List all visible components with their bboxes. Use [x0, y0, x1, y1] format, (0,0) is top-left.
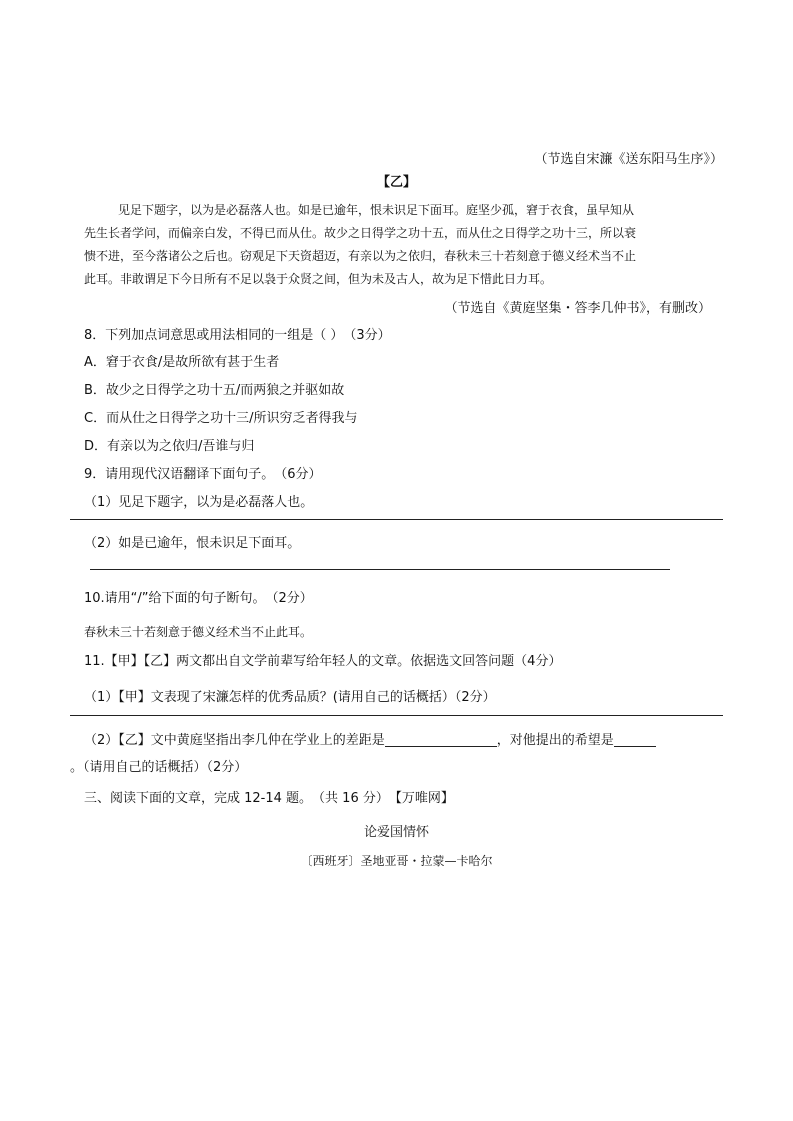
yi-passage-line-3: 愦不进，至今落诸公之后也。窃观足下天资超迈，有亲以为之依归，春秋未三十若刻意于德义经术当不止 [84, 249, 637, 263]
q11-blank-gap[interactable] [385, 732, 497, 747]
q11-sub2-end: 。（请用自己的话概括）（2分） [70, 760, 248, 775]
q8-option-a: A．窘于衣食/是故所欲有甚于生者 [84, 355, 280, 370]
q11-stem: 11.【甲】【乙】两文都出自文学前辈写给年轻人的文章。依据选文回答问题（4分） [84, 654, 562, 669]
q10-stem: 10.请用“/”给下面的句子断句。 （2分） [84, 591, 313, 606]
yi-passage-line-1: 见足下题字，以为是必磊落人也。如是已逾年，恨未识足下面耳。庭坚少孤，窘于衣食，虽早知从 [118, 203, 635, 217]
jia-source: （节选自宋濂《送东阳马生序》） [534, 152, 723, 167]
q9-answer-line-1[interactable] [70, 519, 723, 520]
q11-sub2 [84, 729, 656, 748]
q8-stem: 8．下列加点词意思或用法相同的一组是（ ） （3分） [84, 328, 391, 343]
q8-option-c: C．而从仕之日得学之功十三/所识穷乏者得我与 [84, 411, 358, 426]
yi-passage-line-2: 先生长者学问，而偏亲白发，不得已而从仕。故少之日得学之功十五，而从仕之日得学之功十三，所以衰 [84, 226, 637, 240]
q11-blank-hope[interactable] [614, 732, 656, 747]
q9-sub2: （2）如是已逾年，恨未识足下面耳。 [84, 536, 301, 551]
q11-sub2-text-1: （2）【乙】文中黄庭坚指出李几仲在学业上的差距是 [84, 733, 385, 748]
q9-sub1: （1）见足下题字，以为是必磊落人也。 [84, 495, 314, 510]
q9-answer-line-2[interactable] [90, 569, 670, 570]
q11-sub2-text-2: ，对他提出的希望是 [496, 733, 614, 748]
yi-source: （节选自《黄庭坚集・答李几仲书》，有删改） [444, 301, 711, 316]
article-author: 〔西班牙〕圣地亚哥・拉蒙—卡哈尔 [300, 854, 493, 868]
q8-option-b: B．故少之日得学之功十五/而两狼之并驱如故 [84, 383, 345, 398]
yi-passage-line-4: 此耳。非敢谓足下今日所有不足以袅于众贤之间，但为未及古人，故为足下惜此日力耳。 [84, 272, 553, 286]
yi-heading: 【乙】 [376, 175, 416, 190]
q11-answer-line-1[interactable] [70, 715, 723, 716]
q11-sub1: （1）【甲】文表现了宋濂怎样的优秀品质？(请用自己的话概括）（2分） [84, 690, 496, 705]
article-title: 论爱国情怀 [363, 825, 429, 840]
q9-stem: 9．请用现代汉语翻译下面句子。 （6分） [84, 467, 322, 482]
q10-sentence: 春秋未三十若刻意于德义经术当不止此耳。 [84, 625, 313, 639]
q8-option-d: D．有亲以为之依归/吾谁与归 [84, 439, 255, 454]
section3-heading: 三、阅读下面的文章，完成 12-14 题。 （共 16 分） 【万唯网】 [84, 791, 454, 806]
